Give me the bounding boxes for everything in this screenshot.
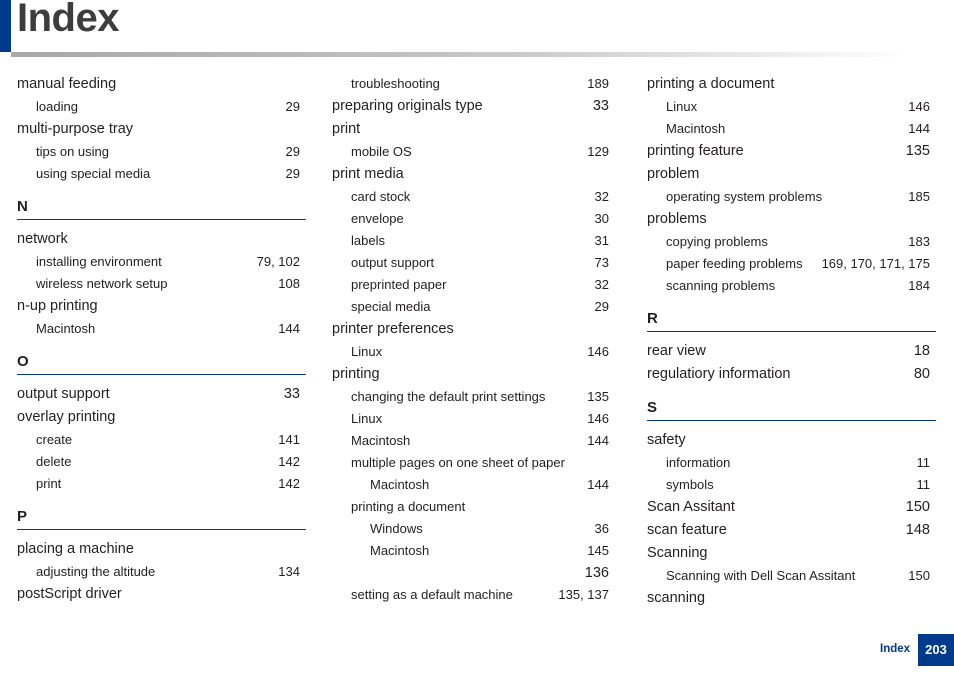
index-term: loading	[36, 99, 78, 114]
index-term: labels	[351, 233, 385, 248]
footer-page-number: 203	[918, 634, 954, 666]
index-term: print media	[332, 166, 404, 182]
index-term: envelope	[351, 211, 404, 226]
index-subentry	[17, 451, 306, 473]
index-subentry	[332, 430, 615, 452]
index-page-ref[interactable]: 146	[587, 411, 609, 426]
index-subentry	[332, 562, 615, 584]
index-page-ref[interactable]: 29	[285, 144, 300, 159]
index-term: multiple pages on one sheet of paper	[351, 455, 565, 470]
index-entry	[647, 208, 936, 231]
index-section-letter: N	[17, 197, 306, 220]
index-page-ref[interactable]: 129	[587, 144, 609, 159]
index-term: setting as a default machine	[351, 587, 513, 602]
index-term: Windows	[370, 521, 423, 536]
index-subentry	[17, 273, 306, 295]
index-page-ref[interactable]: 18	[913, 343, 930, 359]
index-entry	[647, 73, 936, 96]
index-page-ref[interactable]: 11	[916, 477, 930, 492]
index-term: problem	[647, 166, 700, 182]
index-term: output support	[17, 386, 110, 402]
index-entry	[647, 496, 936, 519]
index-subentry	[332, 186, 615, 208]
index-term: special media	[351, 299, 431, 314]
index-term: paper feeding problems	[666, 256, 803, 271]
index-page-ref[interactable]: 29	[594, 299, 609, 314]
index-term: overlay printing	[17, 409, 116, 425]
index-page-ref[interactable]: 29	[285, 166, 300, 181]
index-term: preparing originals type	[332, 98, 483, 114]
index-entry	[17, 538, 306, 561]
index-entry	[17, 406, 306, 429]
index-term: printing a document	[351, 499, 466, 514]
index-subentry	[332, 386, 615, 408]
index-term: scanning	[647, 590, 706, 606]
index-page-ref[interactable]: 30	[594, 211, 609, 226]
index-page-ref[interactable]: 135	[905, 143, 930, 159]
index-term: using special media	[36, 166, 151, 181]
index-term: Scanning	[647, 545, 708, 561]
index-page-ref[interactable]: 32	[594, 277, 609, 292]
index-term: printer preferences	[332, 321, 454, 337]
index-subentry	[17, 429, 306, 451]
index-entry	[332, 95, 615, 118]
index-term: print	[332, 121, 361, 137]
index-term: problems	[647, 211, 707, 227]
index-subentry	[332, 341, 615, 363]
index-entry	[17, 383, 306, 406]
index-page-ref[interactable]: 141	[278, 432, 300, 447]
index-page-ref[interactable]: 79, 102	[256, 254, 300, 269]
index-term: regulatiory information	[647, 366, 791, 382]
footer-section-label: Index	[880, 643, 911, 655]
index-page-ref[interactable]: 144	[278, 321, 300, 336]
index-page-ref[interactable]: 145	[587, 543, 609, 558]
index-term: Macintosh	[370, 477, 430, 492]
index-subentry	[647, 118, 936, 140]
index-subentry	[647, 231, 936, 253]
index-term: Macintosh	[370, 543, 430, 558]
index-subentry	[332, 296, 615, 318]
index-page-ref[interactable]: 142	[278, 454, 300, 469]
index-subentry	[332, 230, 615, 252]
index-term: printing a document	[647, 76, 775, 92]
index-page-ref[interactable]: 150	[908, 568, 930, 583]
index-subentry	[332, 274, 615, 296]
index-page-ref[interactable]: 108	[278, 276, 300, 291]
index-term: output support	[351, 255, 435, 270]
index-subentry	[647, 565, 936, 587]
page-title: Index	[17, 0, 119, 40]
header-accent-bar	[0, 0, 11, 52]
index-term: delete	[36, 454, 72, 469]
index-page-ref[interactable]: 183	[908, 234, 930, 249]
index-page-ref[interactable]: 146	[587, 344, 609, 359]
index-page-ref[interactable]: 31	[594, 233, 609, 248]
index-page-ref[interactable]: 144	[587, 433, 609, 448]
index-entry	[647, 363, 936, 386]
index-entry	[647, 140, 936, 163]
index-page-ref[interactable]: 36	[594, 521, 609, 536]
index-term: create	[36, 432, 73, 447]
index-term: safety	[647, 432, 686, 448]
index-section-letter: O	[17, 352, 306, 375]
index-term: printing	[332, 366, 380, 382]
index-entry	[332, 318, 615, 341]
index-subentry	[647, 96, 936, 118]
index-subentry	[332, 141, 615, 163]
index-page-ref[interactable]: 144	[908, 121, 930, 136]
index-term: scanning problems	[666, 278, 776, 293]
index-entry	[647, 429, 936, 452]
index-subentry	[332, 540, 615, 562]
index-page-ref[interactable]: 135, 137	[558, 587, 609, 602]
index-entry	[647, 542, 936, 565]
index-subentry	[17, 96, 306, 118]
index-page-ref[interactable]: 73	[594, 255, 609, 270]
index-page-ref[interactable]: 33	[283, 386, 300, 402]
index-term: information	[666, 455, 731, 470]
index-term: rear view	[647, 343, 706, 359]
index-term: installing environment	[36, 254, 162, 269]
index-column-2	[332, 73, 615, 606]
index-term: Scanning with Dell Scan Assitant	[666, 568, 856, 583]
index-entry	[17, 73, 306, 96]
index-term: multi-purpose tray	[17, 121, 134, 137]
index-term: Macintosh	[36, 321, 96, 336]
index-subentry	[647, 452, 936, 474]
index-term: mobile OS	[351, 144, 412, 159]
index-term: n-up printing	[17, 298, 98, 314]
index-page-ref[interactable]: 32	[594, 189, 609, 204]
index-subentry	[647, 275, 936, 297]
index-term: changing the default print settings	[351, 389, 546, 404]
index-page-ref[interactable]: 135	[587, 389, 609, 404]
index-term: card stock	[351, 189, 411, 204]
index-subentry	[332, 408, 615, 430]
index-subentry	[17, 318, 306, 340]
index-subentry	[332, 496, 615, 518]
title-divider	[11, 52, 911, 57]
index-term: Scan Assitant	[647, 499, 735, 515]
index-term: manual feeding	[17, 76, 117, 92]
index-subentry	[332, 584, 615, 606]
index-subentry	[332, 73, 615, 95]
index-term: network	[17, 231, 68, 247]
index-page-ref[interactable]: 80	[913, 366, 930, 382]
index-term: placing a machine	[17, 541, 134, 557]
index-term: operating system problems	[666, 189, 823, 204]
index-section-letter: S	[647, 398, 936, 421]
index-entry	[647, 587, 936, 610]
index-subentry	[332, 518, 615, 540]
index-page-ref[interactable]: 11	[916, 455, 930, 470]
index-subentry	[332, 208, 615, 230]
index-page-ref[interactable]: 148	[905, 522, 930, 538]
index-term: wireless network setup	[36, 276, 168, 291]
index-term: print	[36, 476, 62, 491]
index-term: Macintosh	[666, 121, 726, 136]
index-page-ref[interactable]: 146	[908, 99, 930, 114]
index-subentry	[17, 141, 306, 163]
index-subentry	[647, 474, 936, 496]
index-page-ref[interactable]: 134	[278, 564, 300, 579]
index-entry	[17, 295, 306, 318]
index-section-letter: P	[17, 507, 306, 530]
index-term: preprinted paper	[351, 277, 447, 292]
index-page-ref[interactable]: 29	[285, 99, 300, 114]
index-term: adjusting the altitude	[36, 564, 156, 579]
index-term: Linux	[351, 411, 383, 426]
index-page-ref[interactable]: 184	[908, 278, 930, 293]
index-term: tips on using	[36, 144, 109, 159]
index-entry	[332, 163, 615, 186]
index-entry	[17, 583, 306, 606]
index-page-ref[interactable]: 189	[587, 76, 609, 91]
index-term: symbols	[666, 477, 714, 492]
index-page-ref[interactable]: 33	[592, 98, 609, 114]
index-entry	[647, 340, 936, 363]
index-subentry	[17, 163, 306, 185]
index-entry	[17, 228, 306, 251]
index-column-3	[647, 73, 936, 610]
index-subentry	[332, 474, 615, 496]
index-column-1	[17, 73, 306, 606]
index-subentry	[332, 452, 615, 474]
index-term: printing feature	[647, 143, 744, 159]
index-page-ref[interactable]: 144	[587, 477, 609, 492]
index-subentry	[17, 561, 306, 583]
index-entry	[647, 163, 936, 186]
index-page-ref[interactable]: 150	[905, 499, 930, 515]
index-page-ref[interactable]: 169, 170, 171, 175	[821, 256, 930, 271]
index-term: Linux	[666, 99, 698, 114]
index-entry	[332, 363, 615, 386]
index-page-ref[interactable]: 136	[584, 565, 609, 581]
index-subentry	[332, 252, 615, 274]
index-term: copying problems	[666, 234, 768, 249]
index-entry	[17, 118, 306, 141]
index-page-ref[interactable]: 142	[278, 476, 300, 491]
index-term: postScript driver	[17, 586, 122, 602]
index-page-ref[interactable]: 185	[908, 189, 930, 204]
index-subentry	[647, 253, 936, 275]
index-term: scan feature	[647, 522, 727, 538]
index-term: troubleshooting	[351, 76, 440, 91]
index-subentry	[17, 473, 306, 495]
index-subentry	[17, 251, 306, 273]
index-entry	[647, 519, 936, 542]
index-section-letter: R	[647, 309, 936, 332]
index-term: Linux	[351, 344, 383, 359]
index-subentry	[647, 186, 936, 208]
index-term: Macintosh	[351, 433, 411, 448]
index-entry	[332, 118, 615, 141]
